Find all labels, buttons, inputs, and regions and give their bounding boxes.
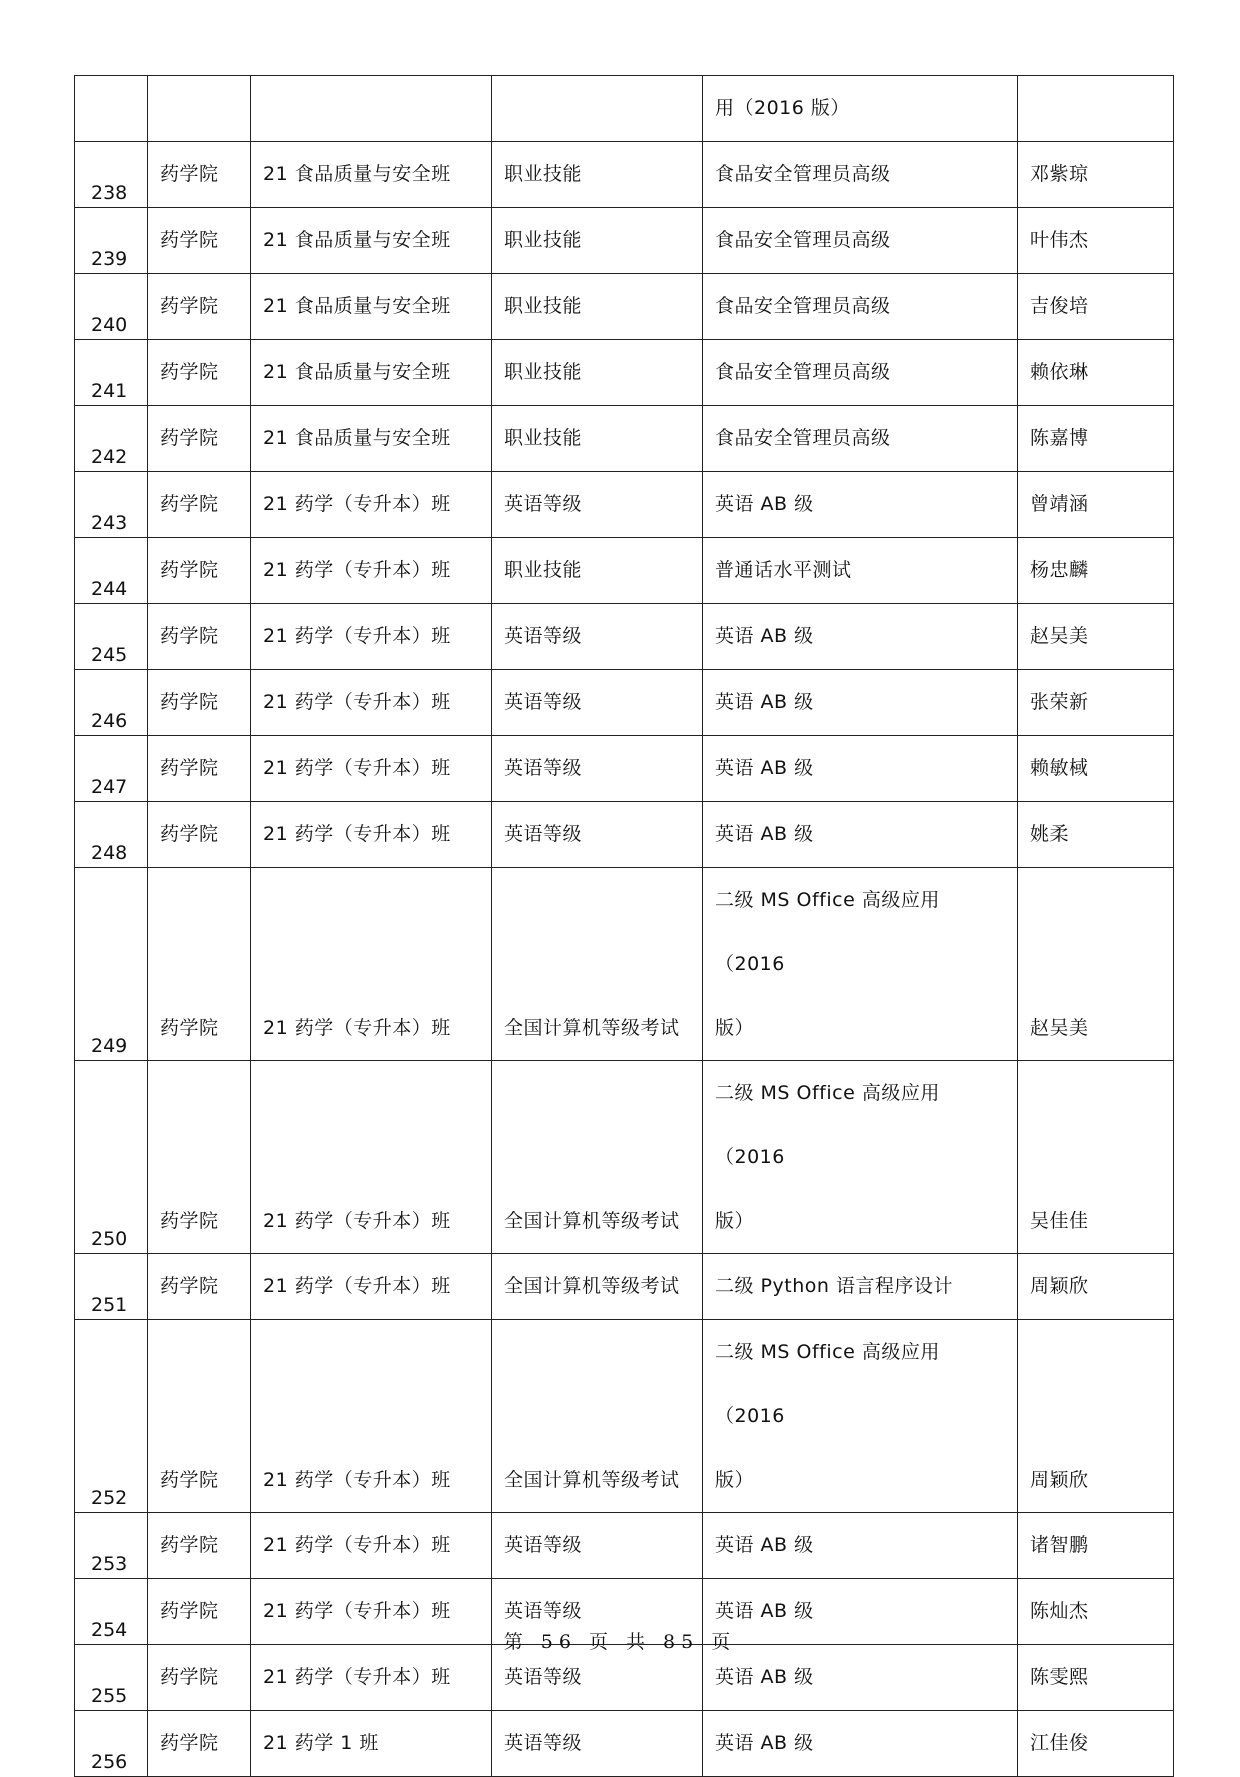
cell-category [492, 472, 703, 538]
cell-item-line2: 版） [715, 1210, 755, 1232]
cell-college-text: 药学院 [160, 691, 219, 713]
cell-college-text: 药学院 [160, 163, 219, 185]
cell-name [1018, 802, 1174, 868]
cell-class [251, 802, 492, 868]
cell-college [148, 1061, 251, 1254]
cell-name [1018, 472, 1174, 538]
table-row [75, 1711, 1174, 1777]
cell-name [1018, 736, 1174, 802]
table-row [75, 406, 1174, 472]
cell-no-text: 242 [91, 446, 128, 468]
cell-item-line1: 二级 MS Office 高级应用（2016 [715, 1341, 940, 1427]
cell-no [75, 1645, 148, 1711]
cell-no [75, 406, 148, 472]
cell-name-text: 叶伟杰 [1030, 229, 1089, 251]
cell-no [75, 472, 148, 538]
cell-category [492, 274, 703, 340]
cell-class-text: 21 药学（专升本）班 [263, 1666, 451, 1688]
cell-name-text: 赵吴美 [1030, 625, 1089, 647]
cell-category-text: 职业技能 [504, 427, 583, 449]
table-row [75, 538, 1174, 604]
cell-category-text: 全国计算机等级考试 [504, 1275, 680, 1297]
cell-no-text: 243 [91, 512, 128, 534]
cell-college-text: 药学院 [160, 361, 219, 383]
cell-college-text: 药学院 [160, 1534, 219, 1556]
cell-college-text: 药学院 [160, 493, 219, 515]
cell-no-text: 251 [91, 1294, 128, 1316]
cell-name [1018, 1513, 1174, 1579]
cell-category [492, 208, 703, 274]
cell-class-text: 21 药学（专升本）班 [263, 1275, 451, 1297]
table-row [75, 1254, 1174, 1320]
cell-college [148, 736, 251, 802]
cell-class [251, 538, 492, 604]
table-row [75, 142, 1174, 208]
cell-name [1018, 76, 1174, 142]
cell-college-text: 药学院 [160, 1210, 219, 1232]
cell-class-text: 21 食品质量与安全班 [263, 361, 451, 383]
cell-class [251, 736, 492, 802]
cell-class [251, 274, 492, 340]
cell-category-text: 英语等级 [504, 1732, 583, 1754]
cell-category [492, 1254, 703, 1320]
cell-item [703, 1711, 1018, 1777]
cell-name-text: 邓紫琼 [1030, 163, 1089, 185]
cell-no [75, 604, 148, 670]
cell-class [251, 1061, 492, 1254]
cell-name-text: 张荣新 [1030, 691, 1089, 713]
cell-no-text: 254 [91, 1619, 128, 1641]
cell-class-text: 21 药学（专升本）班 [263, 823, 451, 845]
cell-college [148, 1320, 251, 1513]
cell-item-text: 食品安全管理员高级 [715, 295, 891, 317]
cell-name-text: 赵吴美 [1030, 1017, 1089, 1039]
cell-class-text: 21 食品质量与安全班 [263, 229, 451, 251]
cell-category-text: 英语等级 [504, 691, 583, 713]
cell-name-text: 周颖欣 [1030, 1469, 1089, 1491]
cell-item-text: 食品安全管理员高级 [715, 361, 891, 383]
cell-category [492, 1513, 703, 1579]
cell-name-text: 陈雯熙 [1030, 1666, 1089, 1688]
cell-category [492, 142, 703, 208]
cell-item [703, 802, 1018, 868]
cell-name-text: 周颖欣 [1030, 1275, 1089, 1297]
cell-no-text: 252 [91, 1487, 128, 1509]
cell-class [251, 1711, 492, 1777]
cell-no-text: 241 [91, 380, 128, 402]
cell-item [703, 670, 1018, 736]
cell-no-text: 250 [91, 1228, 128, 1250]
cell-college [148, 142, 251, 208]
cell-college [148, 868, 251, 1061]
cell-class [251, 76, 492, 142]
cell-college [148, 538, 251, 604]
cell-college-text: 药学院 [160, 1017, 219, 1039]
cell-class-text: 21 食品质量与安全班 [263, 295, 451, 317]
cell-category [492, 802, 703, 868]
cell-item-text: 英语 AB 级 [715, 625, 814, 647]
cell-item-text: 食品安全管理员高级 [715, 427, 891, 449]
cell-item-text: 食品安全管理员高级 [715, 163, 891, 185]
table-row [75, 208, 1174, 274]
cell-category [492, 76, 703, 142]
cell-class [251, 868, 492, 1061]
table-row [75, 1320, 1174, 1513]
cell-category [492, 604, 703, 670]
cell-no [75, 208, 148, 274]
cell-category-text: 英语等级 [504, 1534, 583, 1556]
cell-class-text: 21 药学（专升本）班 [263, 559, 451, 581]
cell-class [251, 1254, 492, 1320]
cell-no [75, 142, 148, 208]
cell-college-text: 药学院 [160, 1600, 219, 1622]
cell-category-text: 职业技能 [504, 295, 583, 317]
cell-college-text: 药学院 [160, 1469, 219, 1491]
cell-item [703, 538, 1018, 604]
cell-no [75, 1061, 148, 1254]
cell-no-text: 239 [91, 248, 128, 270]
cell-no-text: 238 [91, 182, 128, 204]
cell-class-text: 21 药学（专升本）班 [263, 1017, 451, 1039]
cell-class-text: 21 药学 1 班 [263, 1732, 379, 1754]
cell-no [75, 1513, 148, 1579]
cell-college [148, 274, 251, 340]
cell-category-text: 职业技能 [504, 229, 583, 251]
cell-name-text: 姚柔 [1030, 823, 1070, 845]
cell-class [251, 1645, 492, 1711]
cell-college-text: 药学院 [160, 823, 219, 845]
cell-no-text: 248 [91, 842, 128, 864]
cell-no [75, 670, 148, 736]
cell-category-text: 英语等级 [504, 493, 583, 515]
cell-no [75, 1320, 148, 1513]
cell-item [703, 76, 1018, 142]
cell-no-text: 247 [91, 776, 128, 798]
cell-name [1018, 670, 1174, 736]
cell-class [251, 406, 492, 472]
cell-name-text: 赖敏棫 [1030, 757, 1089, 779]
cell-no [75, 868, 148, 1061]
cell-no-text: 249 [91, 1035, 128, 1057]
cell-name-text: 赖依琳 [1030, 361, 1089, 383]
cell-category-text: 英语等级 [504, 823, 583, 845]
cell-category [492, 406, 703, 472]
cell-item [703, 472, 1018, 538]
cell-item-text: 食品安全管理员高级 [715, 229, 891, 251]
cell-item [703, 406, 1018, 472]
cell-item-text: 普通话水平测试 [715, 559, 852, 581]
cell-name [1018, 1320, 1174, 1513]
cell-category-text: 职业技能 [504, 163, 583, 185]
cell-category-text: 全国计算机等级考试 [504, 1469, 680, 1491]
table-row [75, 604, 1174, 670]
cell-college-text: 药学院 [160, 229, 219, 251]
cell-no [75, 76, 148, 142]
cell-category-text: 英语等级 [504, 1600, 583, 1622]
cell-no-text: 245 [91, 644, 128, 666]
cell-name-text: 江佳俊 [1030, 1732, 1089, 1754]
cell-category [492, 1320, 703, 1513]
cell-category [492, 736, 703, 802]
cell-category [492, 1711, 703, 1777]
cell-college [148, 802, 251, 868]
cell-name [1018, 1711, 1174, 1777]
page-footer: 第 56 页 共 85 页 [503, 1631, 737, 1653]
cell-item-text: 英语 AB 级 [715, 1666, 814, 1688]
cell-name-text: 吉俊培 [1030, 295, 1089, 317]
cell-college [148, 1711, 251, 1777]
cell-category-text: 英语等级 [504, 625, 583, 647]
cell-category-text: 英语等级 [504, 1666, 583, 1688]
cell-item [703, 1645, 1018, 1711]
cell-class-text: 21 药学（专升本）班 [263, 625, 451, 647]
cell-college [148, 208, 251, 274]
cell-class-text: 21 药学（专升本）班 [263, 691, 451, 713]
cell-class-text: 21 药学（专升本）班 [263, 757, 451, 779]
cell-category [492, 340, 703, 406]
table-row [75, 802, 1174, 868]
cell-class [251, 1320, 492, 1513]
cell-name [1018, 1061, 1174, 1254]
cell-no [75, 802, 148, 868]
cell-college-text: 药学院 [160, 1666, 219, 1688]
cell-name [1018, 406, 1174, 472]
table-row [75, 274, 1174, 340]
cell-item [703, 274, 1018, 340]
cell-no-text: 253 [91, 1553, 128, 1575]
cell-item-line2: 版） [715, 1017, 755, 1039]
cell-class [251, 142, 492, 208]
cell-name [1018, 868, 1174, 1061]
table-row [75, 340, 1174, 406]
table-row [75, 736, 1174, 802]
cell-class-text: 21 药学（专升本）班 [263, 493, 451, 515]
cell-item-text: 英语 AB 级 [715, 1600, 814, 1622]
cell-no [75, 274, 148, 340]
table-row [75, 1645, 1174, 1711]
cell-item [703, 868, 1018, 1061]
cell-college [148, 1254, 251, 1320]
cell-college [148, 604, 251, 670]
cell-name [1018, 274, 1174, 340]
cell-college-text: 药学院 [160, 1732, 219, 1754]
cell-item-text: 英语 AB 级 [715, 757, 814, 779]
table-row [75, 1061, 1174, 1254]
cell-college [148, 1513, 251, 1579]
cell-name [1018, 1254, 1174, 1320]
cell-item-text: 用（2016 版） [715, 97, 850, 119]
cell-item [703, 1320, 1018, 1513]
cell-item-text: 英语 AB 级 [715, 691, 814, 713]
cell-name [1018, 604, 1174, 670]
cell-college [148, 340, 251, 406]
cell-college [148, 472, 251, 538]
cell-class-text: 21 食品质量与安全班 [263, 163, 451, 185]
cell-item [703, 340, 1018, 406]
table-row-continued [75, 76, 1174, 142]
cell-item-text: 英语 AB 级 [715, 1732, 814, 1754]
cell-college [148, 1645, 251, 1711]
cell-category [492, 868, 703, 1061]
cell-no [75, 736, 148, 802]
cell-class-text: 21 药学（专升本）班 [263, 1534, 451, 1556]
cell-college [148, 76, 251, 142]
cell-no [75, 1254, 148, 1320]
cell-college [148, 670, 251, 736]
cell-category-text: 全国计算机等级考试 [504, 1210, 680, 1232]
cell-item [703, 604, 1018, 670]
cell-name [1018, 1645, 1174, 1711]
cell-category-text: 英语等级 [504, 757, 583, 779]
cell-name [1018, 538, 1174, 604]
cell-name [1018, 340, 1174, 406]
cell-category [492, 538, 703, 604]
cell-college-text: 药学院 [160, 757, 219, 779]
table-row [75, 670, 1174, 736]
cell-item-text: 英语 AB 级 [715, 493, 814, 515]
cell-item-line1: 二级 MS Office 高级应用（2016 [715, 889, 940, 975]
cell-name-text: 陈灿杰 [1030, 1600, 1089, 1622]
cell-item [703, 142, 1018, 208]
cell-class-text: 21 食品质量与安全班 [263, 427, 451, 449]
cell-class-text: 21 药学（专升本）班 [263, 1600, 451, 1622]
cell-no-text: 256 [91, 1751, 128, 1773]
cell-category-text: 职业技能 [504, 361, 583, 383]
cell-item [703, 1061, 1018, 1254]
cell-item [703, 1513, 1018, 1579]
cell-college-text: 药学院 [160, 295, 219, 317]
cell-class [251, 340, 492, 406]
cell-name [1018, 208, 1174, 274]
cell-no-text: 255 [91, 1685, 128, 1707]
cell-name-text: 诸智鹏 [1030, 1534, 1089, 1556]
cell-name-text: 杨忠麟 [1030, 559, 1089, 581]
cell-name-text: 陈嘉博 [1030, 427, 1089, 449]
records-table-body [75, 76, 1174, 1777]
cell-item-line1: 二级 MS Office 高级应用（2016 [715, 1082, 940, 1168]
cell-no-text: 246 [91, 710, 128, 732]
cell-name-text: 吴佳佳 [1030, 1210, 1089, 1232]
cell-item [703, 208, 1018, 274]
table-row [75, 868, 1174, 1061]
cell-category-text: 全国计算机等级考试 [504, 1017, 680, 1039]
cell-college [148, 406, 251, 472]
cell-item-text: 英语 AB 级 [715, 1534, 814, 1556]
cell-college-text: 药学院 [160, 625, 219, 647]
cell-category [492, 670, 703, 736]
table-row [75, 1513, 1174, 1579]
cell-no [75, 340, 148, 406]
cell-name [1018, 142, 1174, 208]
cell-no-text: 244 [91, 578, 128, 600]
cell-no [75, 538, 148, 604]
cell-college-text: 药学院 [160, 1275, 219, 1297]
cell-class-text: 21 药学（专升本）班 [263, 1469, 451, 1491]
cell-item [703, 1254, 1018, 1320]
cell-class [251, 208, 492, 274]
cell-item [703, 736, 1018, 802]
cell-item-line2: 版） [715, 1469, 755, 1491]
cell-class [251, 472, 492, 538]
cell-no [75, 1711, 148, 1777]
cell-college-text: 药学院 [160, 427, 219, 449]
cell-item-text: 二级 Python 语言程序设计 [715, 1275, 953, 1297]
cell-no-text: 240 [91, 314, 128, 336]
cell-college-text: 药学院 [160, 559, 219, 581]
cell-class [251, 670, 492, 736]
table-row [75, 472, 1174, 538]
cell-category [492, 1645, 703, 1711]
cell-item-text: 英语 AB 级 [715, 823, 814, 845]
cell-name-text: 曾靖涵 [1030, 493, 1089, 515]
cell-category [492, 1061, 703, 1254]
cell-class [251, 604, 492, 670]
cell-class [251, 1513, 492, 1579]
cell-class-text: 21 药学（专升本）班 [263, 1210, 451, 1232]
cell-category-text: 职业技能 [504, 559, 583, 581]
records-table [74, 75, 1174, 1777]
